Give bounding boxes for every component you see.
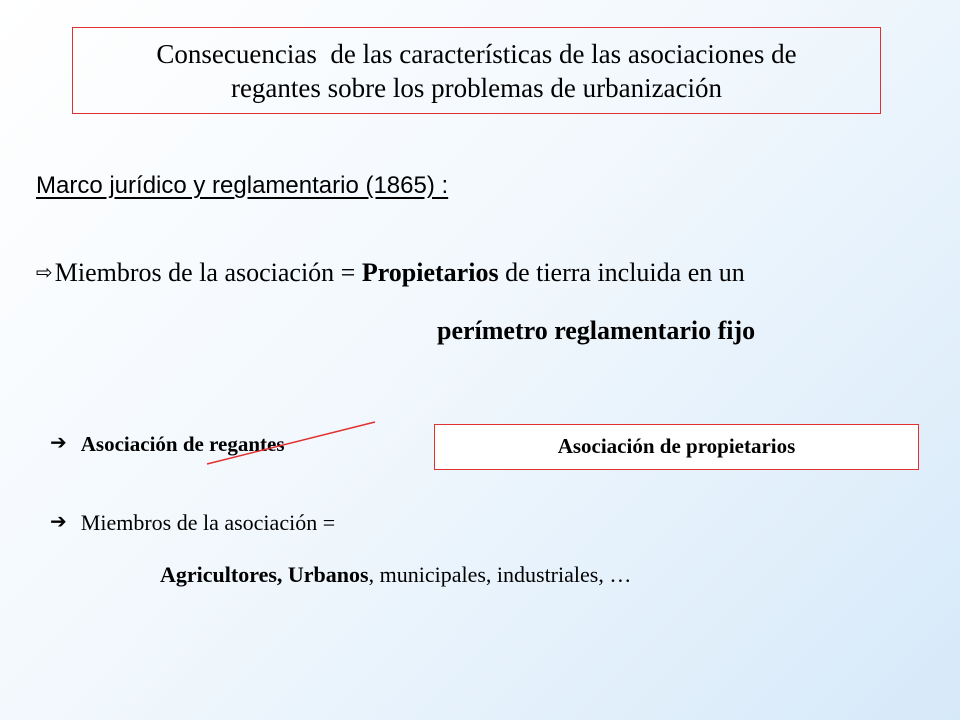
hollow-arrow-icon: ⇨: [36, 260, 53, 284]
point-members-owners: [36, 258, 745, 288]
right-arrow-icon: ➔: [50, 509, 67, 533]
point1-bold: Propietarios: [361, 258, 499, 287]
point1-prefix: Miembros de la asociación =: [54, 258, 362, 287]
title-line-1: Consecuencias de las características de las asociaciones de: [156, 38, 797, 69]
members-rest: , municipales, industriales, …: [368, 562, 632, 587]
point3-text: Miembros de la asociación =: [80, 510, 336, 535]
members-bold-1: Agricultores,: [160, 562, 288, 587]
point1-suffix: de tierra incluida en un: [498, 258, 745, 287]
replacement-box: Asociación de propietarios: [434, 424, 919, 470]
section-subtitle: Marco jurídico y reglamentario (1865) :: [36, 172, 449, 199]
strike-through-line: [205, 420, 377, 466]
right-arrow-icon: ➔: [50, 430, 67, 454]
members-list: [160, 562, 631, 588]
title-box: [72, 27, 881, 114]
title-line-2: regantes sobre los problemas de urbanización: [230, 72, 723, 103]
members-bold-2: Urbanos: [287, 562, 369, 587]
point1-line2: perímetro reglamentario fijo: [437, 316, 756, 345]
point-members-list: [50, 509, 335, 536]
crossed-out-label: Asociación de regantes: [80, 432, 285, 456]
